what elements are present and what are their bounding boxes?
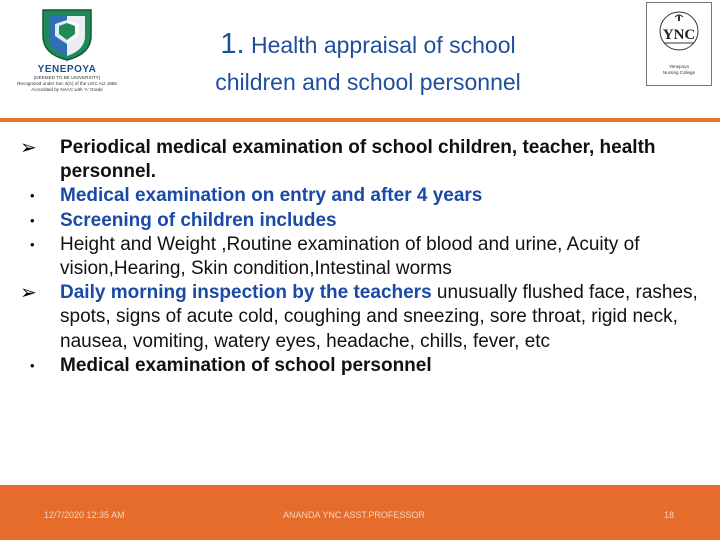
bullet-text: unusually flushed face, rashes, spots, signs of acute cold, coughing and sneezing, sore throat, rigid neck, nausea, vomiting, watery eyes, headache, chills, fever, etc [60,282,698,352]
arrow-bullet-icon: ➢ [20,137,37,159]
bullet-text: Periodical medical examination of school children, teacher, health personnel. [60,137,656,183]
disc-bullet-icon: • [30,236,35,252]
bullet-item [20,281,710,354]
bullet-item [20,354,710,378]
nursing-college-name: Yenepoya Nursing College [662,64,696,75]
disc-bullet-icon: • [30,188,35,204]
title-line-1: Health appraisal of school [244,32,516,58]
footer-author: ANANDA YNC ASST.PROFESSOR [283,510,425,520]
university-name: YENEPOYA [37,64,97,75]
title-number: 1. [220,28,245,60]
svg-text:YNC: YNC [662,27,696,43]
disc-bullet-icon: • [30,357,35,373]
bullet-text: Screening of children includes [60,209,337,231]
bullet-text: Medical examination of school personnel [60,354,432,376]
yenepoya-university-logo [8,6,126,102]
bullet-text: Daily morning inspection by the teachers [60,282,432,304]
disc-bullet-icon: • [30,212,35,228]
bullet-text: Height and Weight ,Routine examination of blood and urine, Acuity of vision,Hearing, Skin condition,Intestinal worms [60,233,640,280]
bullet-item [20,136,710,184]
university-accreditation: (DEEMED TO BE UNIVERSITY) Recognized under Sec 3(A) of the UGC Act 1956 Accredited by NAAC with 'A' Grade [17,75,117,92]
title-divider [0,118,720,122]
bullet-item [20,209,710,233]
nursing-college-logo [646,2,712,86]
page-number: 18 [664,510,675,520]
bullet-item [20,233,710,281]
footer-bar [0,485,720,540]
footer-date: 12/7/2020 12:35 AM [44,510,125,520]
slide-title [128,26,608,101]
ync-emblem-icon [652,9,706,59]
arrow-bullet-icon: ➢ [20,282,37,305]
bullet-item [20,184,710,208]
bullet-text: Medical examination on entry and after 4 years [60,185,483,207]
yenepoya-crest-icon [37,6,97,62]
title-line-2: children and school personnel [215,69,521,95]
bullet-list [20,136,710,378]
